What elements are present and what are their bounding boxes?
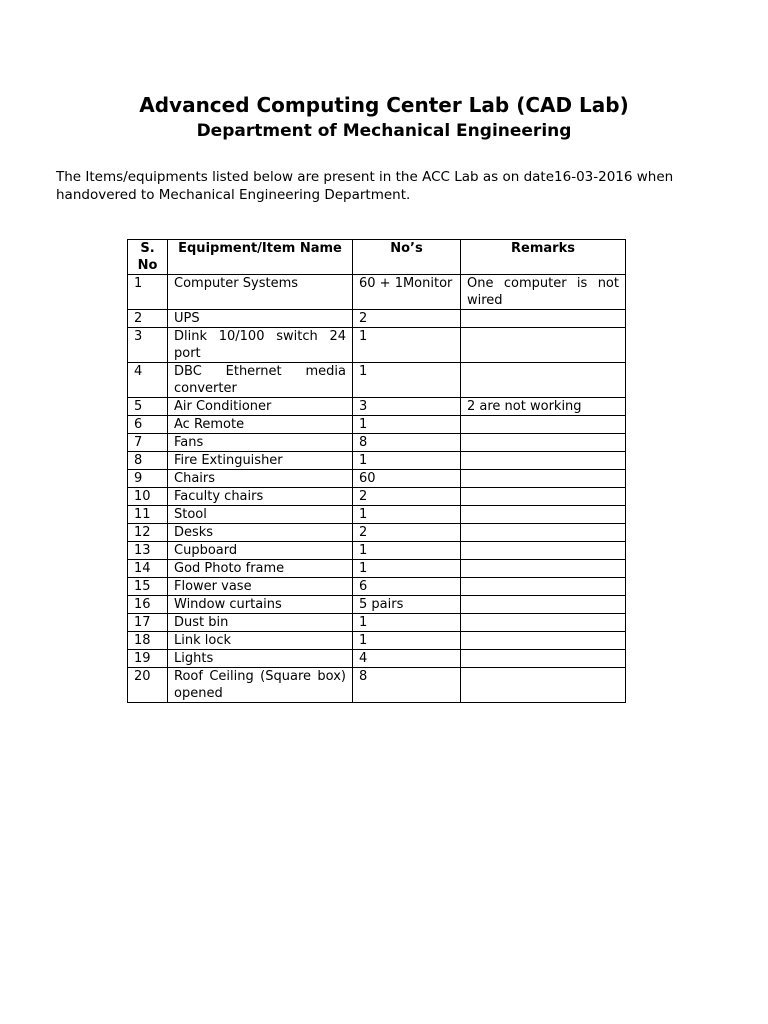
cell-equipment-name: Link lock: [168, 632, 353, 650]
cell-equipment-name: Lights: [168, 650, 353, 668]
cell-equipment-name: Computer Systems: [168, 275, 353, 310]
table-row: [128, 398, 626, 416]
cell-remarks: [461, 524, 626, 542]
table-row: [128, 275, 626, 310]
cell-quantity: 1: [353, 614, 461, 632]
cell-sno: 5: [128, 398, 168, 416]
cell-sno: 14: [128, 560, 168, 578]
table-row: [128, 452, 626, 470]
cell-sno: 13: [128, 542, 168, 560]
cell-sno: 7: [128, 434, 168, 452]
cell-sno: 15: [128, 578, 168, 596]
cell-remarks: [461, 470, 626, 488]
cell-equipment-name: Cupboard: [168, 542, 353, 560]
cell-sno: 4: [128, 363, 168, 398]
cell-quantity: 2: [353, 488, 461, 506]
header-sno: S. No: [128, 240, 168, 275]
cell-equipment-name: Flower vase: [168, 578, 353, 596]
table-row: [128, 434, 626, 452]
cell-remarks: [461, 560, 626, 578]
cell-remarks: [461, 578, 626, 596]
cell-sno: 8: [128, 452, 168, 470]
cell-equipment-name: Chairs: [168, 470, 353, 488]
table-row: [128, 363, 626, 398]
cell-sno: 1: [128, 275, 168, 310]
cell-equipment-name: Fire Extinguisher: [168, 452, 353, 470]
cell-sno: 18: [128, 632, 168, 650]
cell-quantity: 3: [353, 398, 461, 416]
cell-quantity: 2: [353, 524, 461, 542]
cell-quantity: 1: [353, 328, 461, 363]
cell-sno: 3: [128, 328, 168, 363]
cell-remarks: [461, 614, 626, 632]
document-title: Advanced Computing Center Lab (CAD Lab): [139, 93, 629, 117]
cell-remarks: [461, 596, 626, 614]
cell-remarks: [461, 328, 626, 363]
table-row: [128, 416, 626, 434]
cell-quantity: 5 pairs: [353, 596, 461, 614]
cell-quantity: 1: [353, 560, 461, 578]
cell-quantity: 1: [353, 452, 461, 470]
header-remarks: Remarks: [461, 240, 626, 275]
table-row: [128, 650, 626, 668]
cell-quantity: 1: [353, 363, 461, 398]
table-row: [128, 560, 626, 578]
table-row: [128, 328, 626, 363]
cell-quantity: 60 + 1Monitor: [353, 275, 461, 310]
cell-remarks: [461, 488, 626, 506]
cell-equipment-name: Desks: [168, 524, 353, 542]
cell-quantity: 8: [353, 668, 461, 703]
table-row: [128, 310, 626, 328]
cell-sno: 12: [128, 524, 168, 542]
table-header-row: [128, 240, 626, 275]
cell-sno: 9: [128, 470, 168, 488]
cell-sno: 17: [128, 614, 168, 632]
cell-sno: 6: [128, 416, 168, 434]
cell-quantity: 2: [353, 310, 461, 328]
intro-paragraph: The Items/equipments listed below are present in the ACC Lab as on date16-03-2016 when handovered to Mechanical Engineering Department.: [56, 169, 674, 203]
cell-quantity: 6: [353, 578, 461, 596]
inventory-table: [127, 239, 626, 703]
table-row: [128, 470, 626, 488]
table-row: [128, 542, 626, 560]
cell-equipment-name: DBC Ethernet media converter: [168, 363, 353, 398]
cell-remarks: [461, 363, 626, 398]
cell-remarks: [461, 506, 626, 524]
cell-remarks: [461, 452, 626, 470]
cell-quantity: 1: [353, 632, 461, 650]
cell-quantity: 8: [353, 434, 461, 452]
cell-equipment-name: Stool: [168, 506, 353, 524]
header-quantity: No’s: [353, 240, 461, 275]
cell-equipment-name: UPS: [168, 310, 353, 328]
cell-remarks: [461, 632, 626, 650]
cell-quantity: 4: [353, 650, 461, 668]
table-row: [128, 506, 626, 524]
header-equipment-name: Equipment/Item Name: [168, 240, 353, 275]
cell-quantity: 1: [353, 542, 461, 560]
table-row: [128, 488, 626, 506]
cell-sno: 19: [128, 650, 168, 668]
cell-remarks: [461, 650, 626, 668]
cell-equipment-name: Fans: [168, 434, 353, 452]
cell-remarks: [461, 668, 626, 703]
table-row: [128, 668, 626, 703]
inventory-table-body: [128, 275, 626, 703]
cell-sno: 11: [128, 506, 168, 524]
cell-sno: 10: [128, 488, 168, 506]
cell-remarks: [461, 542, 626, 560]
cell-equipment-name: Air Conditioner: [168, 398, 353, 416]
cell-remarks: 2 are not working: [461, 398, 626, 416]
cell-sno: 20: [128, 668, 168, 703]
cell-equipment-name: Dust bin: [168, 614, 353, 632]
cell-quantity: 60: [353, 470, 461, 488]
cell-equipment-name: Faculty chairs: [168, 488, 353, 506]
cell-equipment-name: Roof Ceiling (Square box) opened: [168, 668, 353, 703]
cell-remarks: [461, 416, 626, 434]
table-row: [128, 596, 626, 614]
cell-sno: 2: [128, 310, 168, 328]
cell-quantity: 1: [353, 416, 461, 434]
cell-remarks: [461, 434, 626, 452]
document-subtitle: Department of Mechanical Engineering: [196, 121, 572, 141]
cell-sno: 16: [128, 596, 168, 614]
table-row: [128, 614, 626, 632]
cell-equipment-name: Window curtains: [168, 596, 353, 614]
table-row: [128, 632, 626, 650]
table-row: [128, 524, 626, 542]
cell-equipment-name: God Photo frame: [168, 560, 353, 578]
cell-quantity: 1: [353, 506, 461, 524]
cell-equipment-name: Dlink 10/100 switch 24 port: [168, 328, 353, 363]
cell-remarks: One computer is not wired: [461, 275, 626, 310]
cell-remarks: [461, 310, 626, 328]
table-row: [128, 578, 626, 596]
cell-equipment-name: Ac Remote: [168, 416, 353, 434]
